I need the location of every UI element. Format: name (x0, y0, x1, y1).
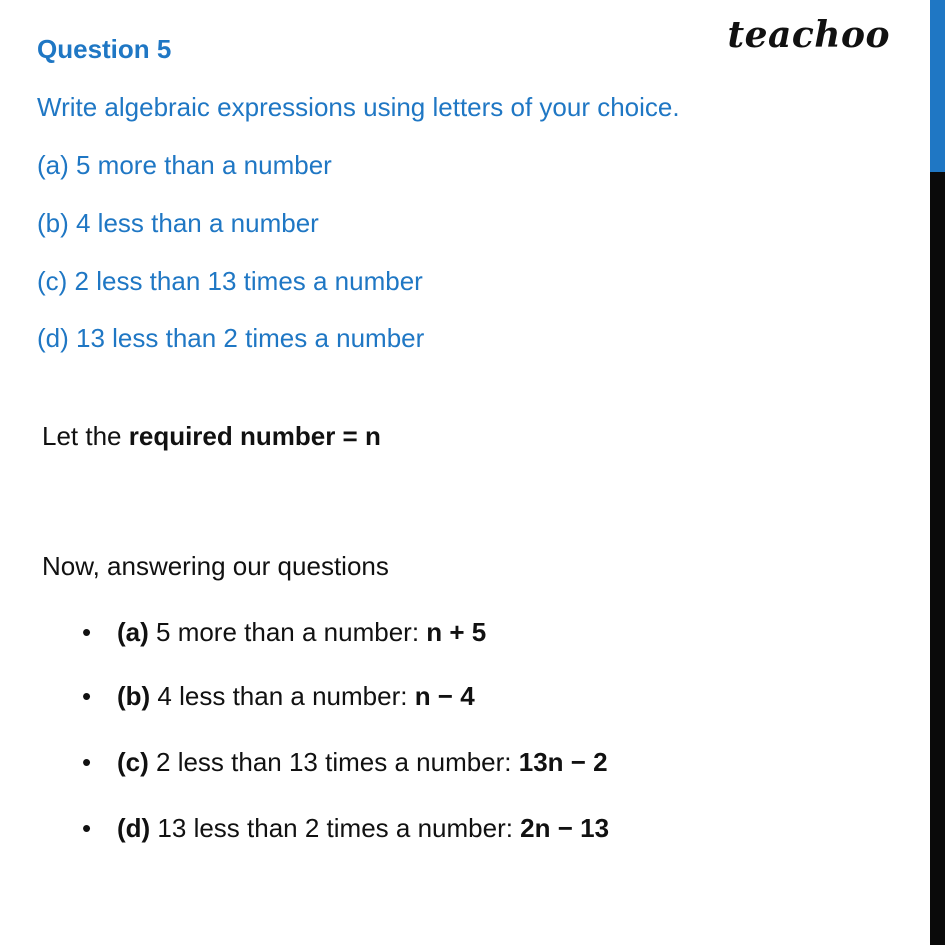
answer-expression: n + 5 (426, 617, 487, 647)
answer-expression: 2n − 13 (520, 813, 610, 843)
answer-label: (c) (117, 747, 149, 777)
question-part-d: (d) 13 less than 2 times a number (37, 323, 425, 353)
answer-text: 4 less than a number: (150, 681, 415, 711)
answer-expression: 13n − 2 (518, 747, 608, 777)
answer-text: 13 less than 2 times a number: (150, 813, 521, 843)
scrollbar-thumb[interactable] (930, 0, 945, 172)
list-item (82, 813, 609, 844)
answers-intro: Now, answering our questions (42, 551, 389, 581)
question-part-b: (b) 4 less than a number (37, 208, 319, 238)
bullet: • (82, 747, 92, 777)
question-prompt: Write algebraic expressions using letters of your choice. (37, 92, 680, 122)
bullet: • (82, 813, 92, 843)
question-title: Question 5 (37, 34, 172, 64)
answer-label: (d) (117, 813, 151, 843)
bullet: • (82, 617, 92, 647)
answer-expression: n − 4 (414, 681, 475, 711)
bullet: • (82, 681, 92, 711)
answer-label: (a) (117, 617, 149, 647)
vertical-scrollbar[interactable] (930, 0, 945, 945)
list-item (82, 617, 486, 648)
question-part-c: (c) 2 less than 13 times a number (37, 266, 423, 296)
let-prefix: Let the (42, 421, 129, 451)
list-item (82, 681, 475, 712)
answer-text: 2 less than 13 times a number: (148, 747, 519, 777)
let-bold: required number = n (128, 421, 381, 451)
answer-label: (b) (117, 681, 151, 711)
answer-text: 5 more than a number: (148, 617, 427, 647)
list-item (82, 747, 608, 778)
let-statement (42, 421, 381, 452)
teachoo-logo: teachoo (727, 14, 890, 56)
question-part-a: (a) 5 more than a number (37, 150, 332, 180)
